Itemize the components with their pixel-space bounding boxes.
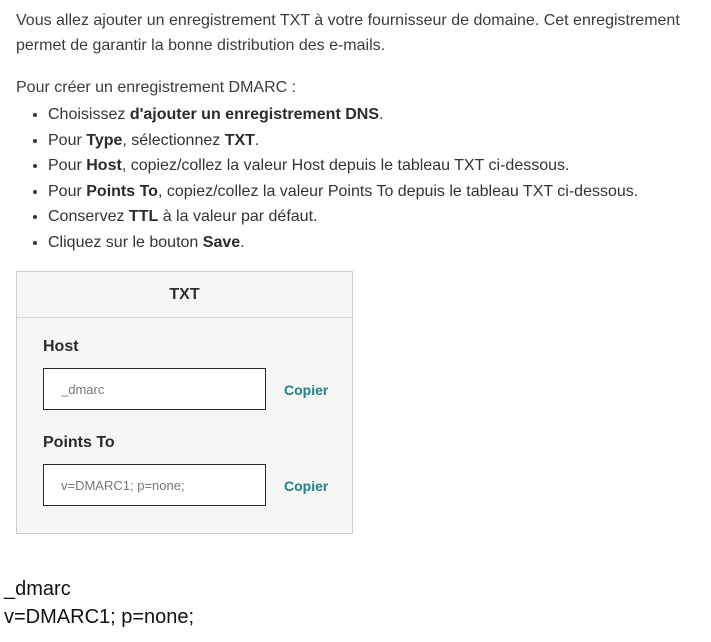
points-to-label: Points To xyxy=(43,434,115,451)
list-item xyxy=(48,153,711,179)
copy-host-button[interactable]: Copier xyxy=(284,382,329,398)
list-item xyxy=(48,230,711,256)
step-text: . xyxy=(254,131,260,149)
step-bold-text: Points To xyxy=(86,182,158,200)
copy-points-to-button[interactable]: Copier xyxy=(284,478,329,494)
step-text: Pour xyxy=(48,131,87,149)
step-text: , sélectionnez xyxy=(122,131,225,149)
list-item xyxy=(48,128,711,154)
step-text: Conservez xyxy=(48,208,129,226)
step-bold-text: Type xyxy=(86,131,123,149)
steps-list xyxy=(16,102,711,256)
step-text: à la valeur par défaut. xyxy=(158,208,318,226)
step-text: Cliquez sur le bouton xyxy=(48,233,203,251)
step-bold-text: d'ajouter un enregistrement DNS xyxy=(129,106,379,123)
card-title: TXT xyxy=(17,272,352,318)
step-text: , copiez/collez la valeur Host depuis le tableau TXT ci-dessous. xyxy=(121,157,570,175)
copied-host-value: _dmarc xyxy=(4,578,71,600)
host-field[interactable] xyxy=(43,368,266,410)
steps-heading: Pour créer un enregistrement DMARC : xyxy=(16,79,297,96)
intro-paragraph: Vous allez ajouter un enregistrement TXT à votre fournisseur de domaine. Cet enregistrement permet de garantir la bonne distribution des e-mails. xyxy=(16,12,680,54)
step-bold-text: TXT xyxy=(224,131,255,149)
step-text: , copiez/collez la valeur Points To depuis le tableau TXT ci-dessous. xyxy=(157,182,639,200)
list-item xyxy=(48,204,711,230)
points-to-field[interactable] xyxy=(43,464,266,506)
step-text: . xyxy=(240,233,245,251)
step-text: Choisissez xyxy=(48,106,130,123)
copied-values xyxy=(4,575,194,631)
host-label: Host xyxy=(43,338,79,355)
list-item xyxy=(48,102,711,128)
txt-record-card xyxy=(16,271,353,534)
step-text: . xyxy=(379,106,384,123)
step-text: Pour xyxy=(48,157,87,175)
step-bold-text: TTL xyxy=(128,208,159,226)
step-bold-text: Save xyxy=(202,233,241,251)
list-item xyxy=(48,179,711,205)
step-text: Pour xyxy=(48,182,87,200)
step-bold-text: Host xyxy=(86,157,122,175)
copied-points-to-value: v=DMARC1; p=none; xyxy=(4,606,195,628)
